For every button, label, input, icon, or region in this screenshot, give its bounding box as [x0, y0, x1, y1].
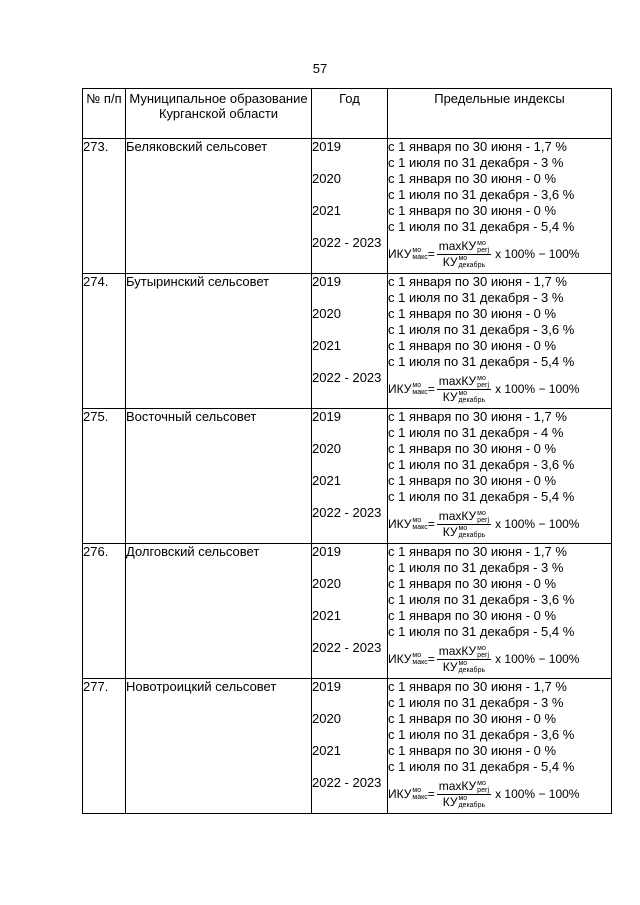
formula-numerator — [437, 779, 491, 795]
formula-num-sup: мо — [477, 239, 486, 247]
year-label: 2020 — [312, 711, 341, 726]
table-row — [83, 679, 612, 814]
page-number: 57 — [312, 61, 328, 76]
index-period-line: с 1 января по 30 июня - 1,7 % — [388, 274, 567, 289]
formula-den-main: КУ — [442, 389, 458, 404]
index-period-line: с 1 июля по 31 декабря - 5,4 % — [388, 489, 575, 504]
formula-fraction — [437, 779, 491, 810]
index-period-line: с 1 июля по 31 декабря - 3,6 % — [388, 457, 575, 472]
header-year: Год — [312, 89, 388, 139]
formula-denominator — [441, 795, 487, 810]
formula-num-sup: мо — [477, 509, 486, 517]
year-label: 2021 — [312, 203, 341, 218]
year-label: 2019 — [312, 544, 341, 559]
index-period-line: с 1 июля по 31 декабря - 5,4 % — [388, 354, 575, 369]
formula-num-sup: мо — [477, 779, 486, 787]
year-label: 2019 — [312, 139, 341, 154]
index-period-line: с 1 января по 30 июня - 0 % — [388, 338, 557, 353]
formula-den-scripts — [458, 795, 485, 809]
formula-den-sup: мо — [458, 795, 468, 803]
municipality-name: Беляковский сельсовет — [126, 139, 312, 274]
index-cell — [388, 679, 612, 814]
index-period-line: с 1 января по 30 июня - 0 % — [388, 711, 557, 726]
formula-num-sub: рег — [477, 381, 488, 389]
table-row — [83, 544, 612, 679]
year-label: 2021 — [312, 608, 341, 623]
formula-lhs-sup: мо — [412, 247, 422, 254]
formula-lhs-sub: макс — [412, 389, 428, 396]
index-period-line: с 1 июля по 31 декабря - 3 % — [388, 560, 564, 575]
max-index-formula — [388, 505, 611, 543]
formula-den-sub: декабрь — [458, 532, 486, 540]
index-period-line: с 1 июля по 31 декабря - 5,4 % — [388, 759, 575, 774]
index-period-line: с 1 января по 30 июня - 0 % — [388, 473, 557, 488]
formula-lhs-scripts — [412, 652, 427, 666]
index-period-line: с 1 января по 30 июня - 0 % — [388, 743, 557, 758]
formula-den-sup: мо — [458, 390, 468, 398]
index-period-line: с 1 января по 30 июня - 1,7 % — [388, 409, 567, 424]
formula-lhs-sup: мо — [412, 517, 422, 524]
formula-numerator — [437, 644, 491, 660]
formula-fraction — [437, 239, 491, 270]
formula-lhs-sup: мо — [412, 787, 422, 794]
row-number: 275. — [83, 409, 126, 544]
table-header-row — [83, 89, 612, 139]
formula-lhs-scripts — [412, 517, 427, 531]
formula-numerator — [437, 509, 491, 525]
formula-num-sub2: j — [487, 246, 490, 254]
formula-tail: x 100% − 100% — [495, 652, 580, 666]
year-cell — [312, 679, 388, 814]
index-cell — [388, 409, 612, 544]
year-label: 2020 — [312, 576, 341, 591]
index-period-line: с 1 июля по 31 декабря - 3 % — [388, 290, 564, 305]
formula-denominator — [441, 660, 487, 675]
formula-num-main: maxКУ — [438, 238, 477, 253]
formula-lhs-scripts — [412, 382, 427, 396]
formula-num-sub2: j — [487, 516, 490, 524]
row-number: 276. — [83, 544, 126, 679]
formula-eq: = — [427, 652, 435, 666]
formula-eq: = — [427, 517, 435, 531]
formula-lhs-sub: макс — [412, 659, 428, 666]
formula-lhs-sup: мо — [412, 382, 422, 389]
formula-den-main: КУ — [442, 659, 458, 674]
year-label: 2022 - 2023 — [312, 505, 382, 520]
formula-tail: x 100% − 100% — [495, 247, 580, 261]
formula-den-sub: декабрь — [458, 397, 486, 405]
municipality-name: Бутыринский сельсовет — [126, 274, 312, 409]
year-label: 2020 — [312, 171, 341, 186]
formula-den-sub: декабрь — [458, 667, 486, 675]
formula-tail: x 100% − 100% — [495, 787, 580, 801]
formula-num-scripts — [477, 780, 489, 794]
formula-num-main: maxКУ — [438, 373, 477, 388]
tariff-index-table — [82, 88, 612, 814]
index-period-line: с 1 января по 30 июня - 0 % — [388, 441, 557, 456]
year-label: 2022 - 2023 — [312, 775, 382, 790]
formula-den-scripts — [458, 660, 485, 674]
index-period-line: с 1 января по 30 июня - 0 % — [388, 608, 557, 623]
formula-den-sup: мо — [458, 660, 468, 668]
year-label: 2020 — [312, 306, 341, 321]
max-index-formula — [388, 370, 611, 408]
formula-num-sub: рег — [477, 516, 488, 524]
formula-lhs: ИКУ — [388, 382, 412, 396]
formula-numerator — [437, 374, 491, 390]
formula-lhs-sub: макс — [412, 254, 428, 261]
index-period-line: с 1 июля по 31 декабря - 3,6 % — [388, 592, 575, 607]
formula-den-sup: мо — [458, 525, 468, 533]
index-period-line: с 1 января по 30 июня - 1,7 % — [388, 679, 567, 694]
formula-num-sub2: j — [487, 651, 490, 659]
year-cell — [312, 544, 388, 679]
year-label: 2022 - 2023 — [312, 640, 382, 655]
index-period-line: с 1 июля по 31 декабря - 5,4 % — [388, 624, 575, 639]
formula-lhs-sub: макс — [412, 794, 428, 801]
formula-num-sub: рег — [477, 651, 488, 659]
index-period-line: с 1 января по 30 июня - 0 % — [388, 306, 557, 321]
formula-numerator — [437, 239, 491, 255]
index-period-line: с 1 января по 30 июня - 1,7 % — [388, 139, 567, 154]
formula-num-sup: мо — [477, 644, 486, 652]
formula-eq: = — [427, 247, 435, 261]
index-period-line: с 1 июля по 31 декабря - 5,4 % — [388, 219, 575, 234]
index-period-line: с 1 января по 30 июня - 0 % — [388, 203, 557, 218]
formula-num-main: maxКУ — [438, 508, 477, 523]
year-label: 2022 - 2023 — [312, 235, 382, 250]
municipality-name: Восточный сельсовет — [126, 409, 312, 544]
municipality-name: Новотроицкий сельсовет — [126, 679, 312, 814]
year-cell — [312, 274, 388, 409]
year-label: 2021 — [312, 743, 341, 758]
year-label: 2019 — [312, 679, 341, 694]
formula-den-scripts — [458, 525, 485, 539]
formula-lhs-scripts — [412, 247, 427, 261]
formula-denominator — [441, 390, 487, 405]
formula-den-main: КУ — [442, 794, 458, 809]
formula-eq: = — [427, 382, 435, 396]
formula-den-main: КУ — [442, 524, 458, 539]
index-period-line: с 1 января по 30 июня - 1,7 % — [388, 544, 567, 559]
formula-num-scripts — [477, 645, 489, 659]
formula-num-sub2: j — [487, 786, 490, 794]
index-period-line: с 1 июля по 31 декабря - 3 % — [388, 155, 564, 170]
formula-tail: x 100% − 100% — [495, 382, 580, 396]
index-cell — [388, 274, 612, 409]
formula-denominator — [441, 525, 487, 540]
formula-den-main: КУ — [442, 254, 458, 269]
formula-num-sub: рег — [477, 786, 488, 794]
index-period-line: с 1 июля по 31 декабря - 3,6 % — [388, 727, 575, 742]
year-label: 2019 — [312, 274, 341, 289]
index-period-line: с 1 января по 30 июня - 0 % — [388, 576, 557, 591]
formula-lhs: ИКУ — [388, 652, 412, 666]
row-number: 274. — [83, 274, 126, 409]
table-row — [83, 139, 612, 274]
header-municipality: Муниципальное образование Курганской области — [126, 89, 312, 139]
year-label: 2021 — [312, 473, 341, 488]
index-cell — [388, 139, 612, 274]
max-index-formula — [388, 775, 611, 813]
formula-lhs-sub: макс — [412, 524, 428, 531]
formula-tail: x 100% − 100% — [495, 517, 580, 531]
formula-den-sup: мо — [458, 255, 468, 263]
max-index-formula — [388, 640, 611, 678]
formula-den-sub: декабрь — [458, 802, 486, 810]
formula-den-scripts — [458, 390, 485, 404]
formula-fraction — [437, 644, 491, 675]
row-number: 273. — [83, 139, 126, 274]
formula-num-sup: мо — [477, 374, 486, 382]
formula-lhs-scripts — [412, 787, 427, 801]
formula-num-main: maxКУ — [438, 778, 477, 793]
header-num: № п/п — [83, 89, 126, 139]
table-body — [83, 139, 612, 814]
formula-num-sub: рег — [477, 246, 488, 254]
formula-den-sub: декабрь — [458, 262, 486, 270]
formula-lhs: ИКУ — [388, 247, 412, 261]
year-cell — [312, 409, 388, 544]
header-index: Предельные индексы — [388, 89, 612, 139]
municipality-name: Долговский сельсовет — [126, 544, 312, 679]
year-label: 2021 — [312, 338, 341, 353]
year-label: 2019 — [312, 409, 341, 424]
table-row — [83, 409, 612, 544]
index-period-line: с 1 июля по 31 декабря - 3,6 % — [388, 322, 575, 337]
row-number: 277. — [83, 679, 126, 814]
year-label: 2020 — [312, 441, 341, 456]
formula-num-scripts — [477, 375, 489, 389]
index-cell — [388, 544, 612, 679]
table-row — [83, 274, 612, 409]
formula-fraction — [437, 509, 491, 540]
formula-lhs-sup: мо — [412, 652, 422, 659]
formula-eq: = — [427, 787, 435, 801]
formula-lhs: ИКУ — [388, 517, 412, 531]
formula-lhs: ИКУ — [388, 787, 412, 801]
index-period-line: с 1 января по 30 июня - 0 % — [388, 171, 557, 186]
year-label: 2022 - 2023 — [312, 370, 382, 385]
year-cell — [312, 139, 388, 274]
formula-num-scripts — [477, 510, 489, 524]
formula-num-sub2: j — [487, 381, 490, 389]
formula-den-scripts — [458, 255, 485, 269]
formula-fraction — [437, 374, 491, 405]
index-period-line: с 1 июля по 31 декабря - 4 % — [388, 425, 564, 440]
index-period-line: с 1 июля по 31 декабря - 3 % — [388, 695, 564, 710]
formula-num-scripts — [477, 240, 489, 254]
formula-num-main: maxКУ — [438, 643, 477, 658]
formula-denominator — [441, 255, 487, 270]
max-index-formula — [388, 235, 611, 273]
index-period-line: с 1 июля по 31 декабря - 3,6 % — [388, 187, 575, 202]
